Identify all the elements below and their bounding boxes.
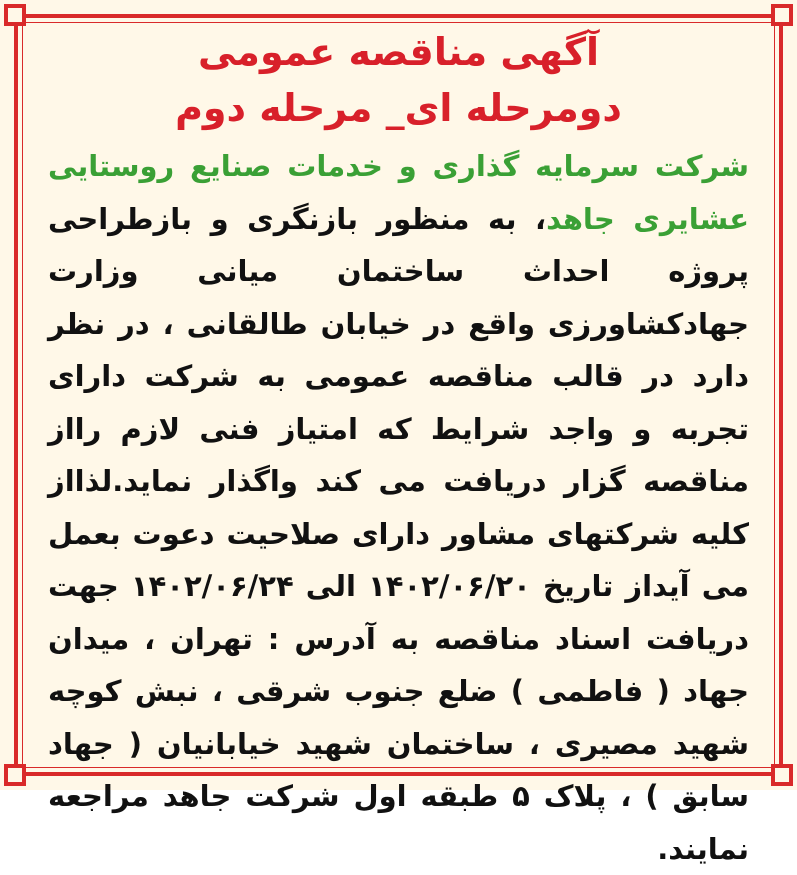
corner-ornament-bottom-right: [771, 764, 793, 786]
notice-body: [48, 140, 749, 875]
notice-title: آگهی مناقصه عمومی: [197, 30, 600, 74]
corner-ornament-top-left: [4, 4, 26, 26]
company-name: شرکت سرمایه گذاری و خدمات صنایع روستایی عشایری جاهد: [48, 149, 749, 236]
notice-body-text: ، به منظور بازنگری و بازطراحی پروژه احداث ساختمان میانی وزارت جهادکشاورزی واقع در خیابان طالقانی ، در نظر دارد در قالب مناقصه عمومی به شرکت دارای تجربه و واجد شرایط که امتیاز فنی لازم رااز مناقصه گزار دریافت می کند واگذار نماید.لذااز کلیه شرکتهای مشاور دارای صلاحیت دعوت بعمل می آیداز تاریخ ۱۴۰۲/۰۶/۲۰ الی ۱۴۰۲/۰۶/۲۴ جهت دریافت اسناد مناقصه به آدرس : تهران ، میدان جهاد ( فاطمی ) ضلع جنوب شرقی ، نبش کوچه شهید مصیری ، ساختمان شهید خیابانیان ( جهاد سابق ) ، پلاک ۵ طبقه اول شرکت جاهد مراجعه نمایند.: [48, 201, 749, 866]
notice-content: [48, 24, 749, 866]
corner-ornament-bottom-left: [4, 764, 26, 786]
notice-subtitle: دومرحله ای_ مرحله دوم: [175, 86, 622, 130]
corner-ornament-top-right: [771, 4, 793, 26]
